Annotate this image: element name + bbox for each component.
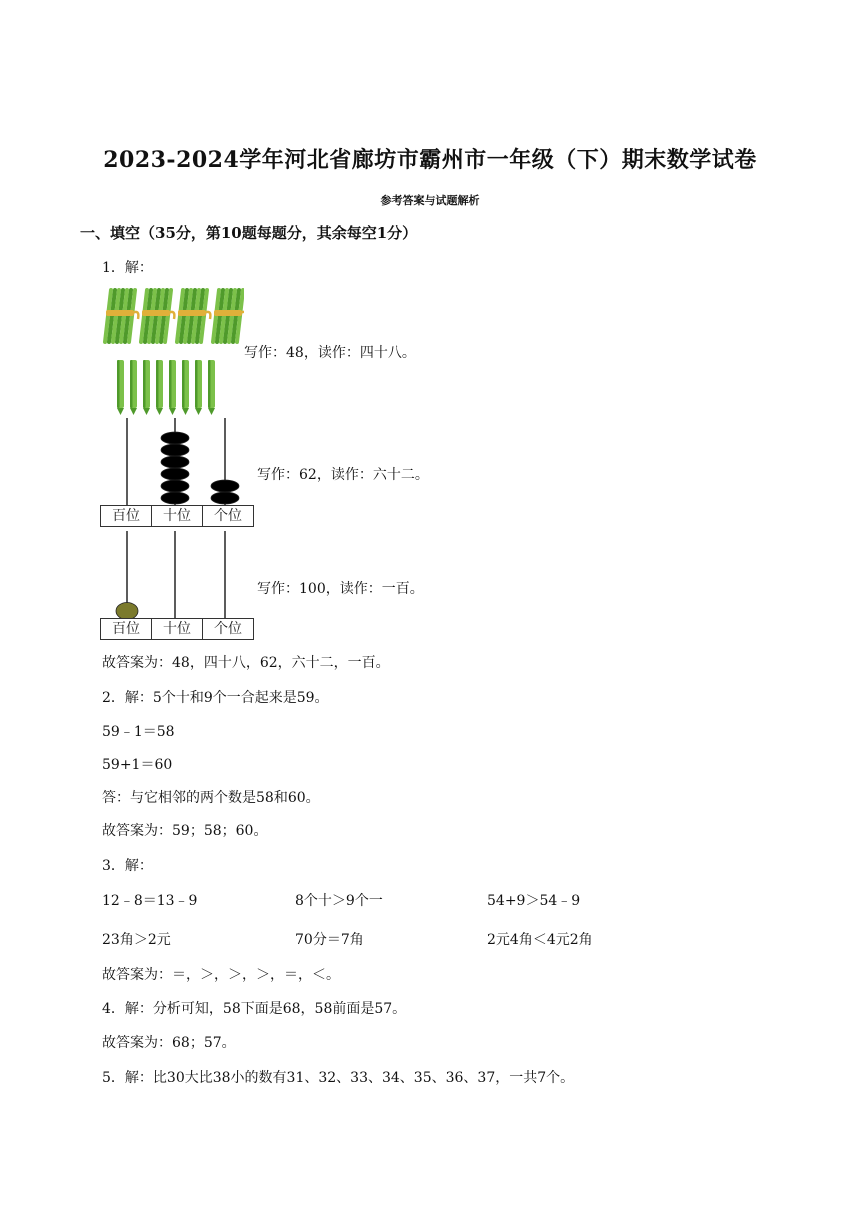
q3-cell: 23角＞2元 xyxy=(102,932,171,948)
abacus-bead xyxy=(161,480,189,492)
q1-head: 1．解： xyxy=(102,260,153,276)
single-stick xyxy=(143,360,150,415)
q3-cell: 54+9＞54﹣9 xyxy=(487,893,581,909)
single-stick xyxy=(156,360,163,415)
label-ones: 个位 xyxy=(202,619,253,639)
stick-bundle xyxy=(141,290,174,342)
stick-bundle xyxy=(105,290,138,342)
q2-line1: 59﹣1＝58 xyxy=(102,724,175,740)
label-tens: 十位 xyxy=(151,619,202,639)
q1-sticks-text: 写作：48，读作：四十八。 xyxy=(244,345,416,361)
single-stick xyxy=(130,360,137,415)
single-stick xyxy=(195,360,202,415)
stick-bundles xyxy=(105,290,244,342)
q1-abacus1-text: 写作：62，读作：六十二。 xyxy=(257,467,429,483)
q2-answer: 故答案为：59；58；60。 xyxy=(102,823,268,839)
q2-line2: 59+1＝60 xyxy=(102,757,173,773)
abacus-bead xyxy=(161,432,189,444)
single-stick xyxy=(208,360,215,415)
label-hundreds: 百位 xyxy=(112,621,140,637)
q3-cell: 2元4角＜4元2角 xyxy=(487,932,593,948)
abacus-bead xyxy=(161,444,189,456)
q1-answer: 故答案为：48，四十八，62，六十二，一百。 xyxy=(102,655,390,671)
q3-answer: 故答案为：＝，＞，＞，＞，＝，＜。 xyxy=(102,967,340,983)
abacus-62-labels xyxy=(100,505,254,527)
abacus-bead xyxy=(116,603,138,620)
abacus-bead xyxy=(211,480,239,492)
abacus-100 xyxy=(100,531,256,619)
q3-cell: 12﹣8＝13﹣9 xyxy=(102,893,198,909)
single-stick xyxy=(182,360,189,415)
single-stick xyxy=(169,360,176,415)
document-subtitle: 参考答案与试题解析 xyxy=(380,194,480,207)
q3-cell: 70分＝7角 xyxy=(295,932,364,948)
abacus-100-labels xyxy=(100,618,254,640)
counting-sticks-figure xyxy=(100,284,244,416)
q3-head: 3．解： xyxy=(102,858,153,874)
q2-head: 2．解：5个十和9个一合起来是59。 xyxy=(102,690,329,706)
q5-head: 5．解：比30大比38小的数有31、32、33、34、35、36、37，一共7个。 xyxy=(102,1070,575,1086)
abacus-bead xyxy=(161,468,189,480)
stick-bundle xyxy=(177,290,210,342)
document-title: 2023-2024学年河北省廊坊市霸州市一年级（下）期末数学试卷 xyxy=(103,147,757,173)
stick-bundle xyxy=(213,290,244,342)
q4-head: 4．解：分析可知，58下面是68，58前面是57。 xyxy=(102,1001,407,1017)
q2-line3: 答：与它相邻的两个数是58和60。 xyxy=(102,790,320,806)
q1-abacus2-text: 写作：100，读作：一百。 xyxy=(257,581,424,597)
single-sticks xyxy=(117,360,215,415)
q4-answer: 故答案为：68；57。 xyxy=(102,1035,236,1051)
abacus-bead xyxy=(161,456,189,468)
q3-cell: 8个十＞9个一 xyxy=(295,893,383,909)
abacus-62 xyxy=(100,418,256,506)
abacus-bead xyxy=(211,492,239,504)
label-ones: 个位 xyxy=(202,506,253,526)
label-hundreds: 百位 xyxy=(112,508,140,524)
single-stick xyxy=(117,360,124,415)
abacus-bead xyxy=(161,492,189,504)
section-heading: 一、填空（35分，第10题每题分，其余每空1分） xyxy=(80,224,418,242)
label-tens: 十位 xyxy=(151,506,202,526)
